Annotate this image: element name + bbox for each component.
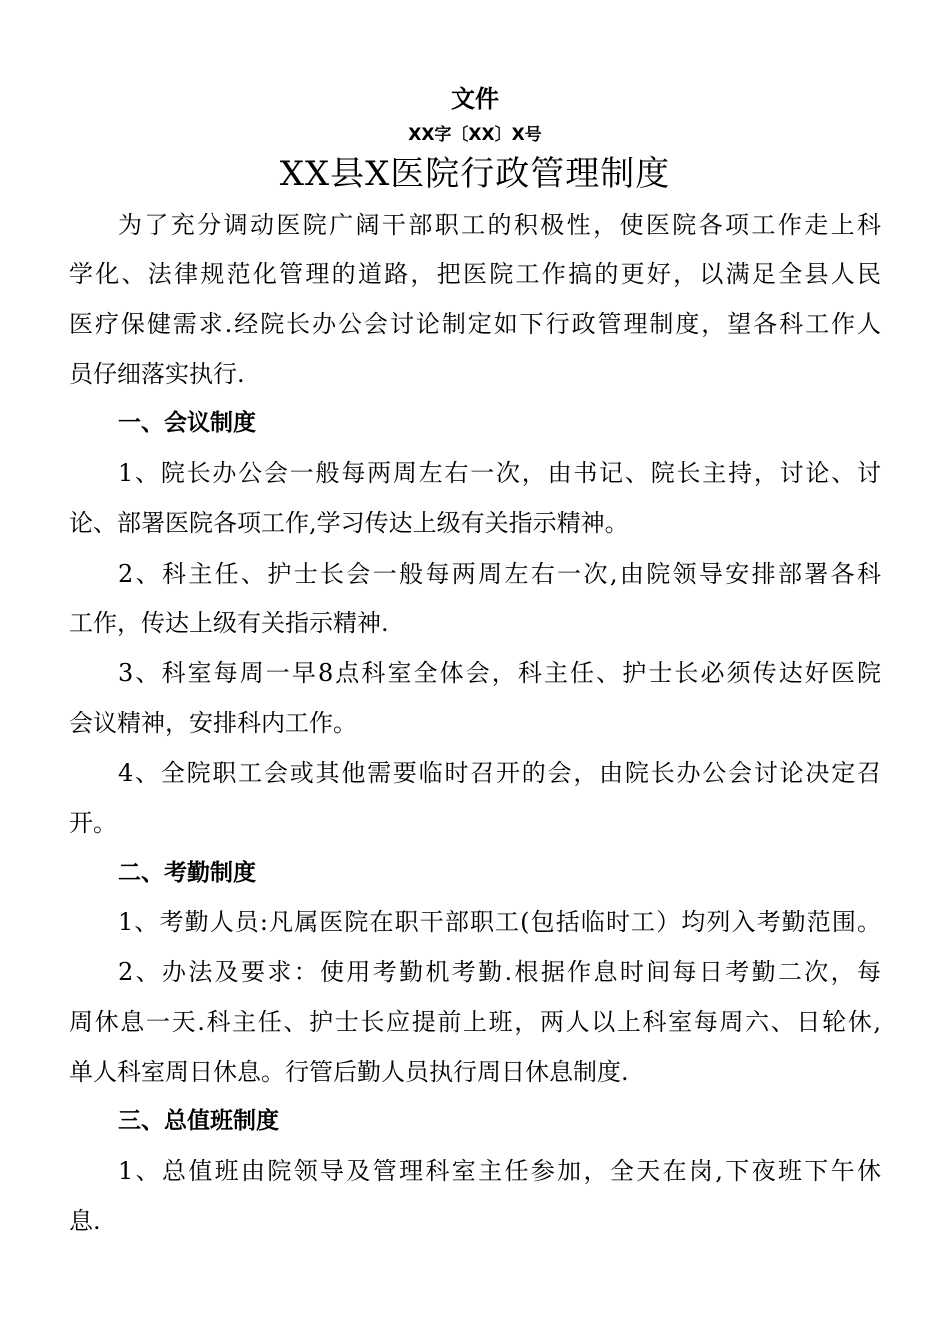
document-title: XX县X医院行政管理制度	[279, 154, 671, 194]
attendance-item-2-line-3: 单人科室周日休息。行管后勤人员执行周日休息制度.	[69, 1058, 629, 1086]
duty-item-1-line-1: 1、总值班由院领导及管理科室主任参加，全天在岗,下夜班下午休	[118, 1157, 881, 1185]
meetings-item-1-line-2: 论、部署医院各项工作,学习传达上级有关指示精神。	[69, 509, 629, 537]
meetings-item-4-line-2: 开。	[69, 809, 117, 837]
attendance-item-2-line-2: 周休息一天.科主任、护士长应提前上班，两人以上科室每周六、日轮休,	[69, 1008, 881, 1036]
section-heading-meetings: 一、会议制度	[118, 410, 256, 436]
intro-line-4: 员仔细落实执行.	[69, 360, 245, 388]
document-number: XX字〔XX〕X号	[408, 125, 542, 145]
intro-line-2: 学化、法律规范化管理的道路，把医院工作搞的更好，以满足全县人民	[69, 260, 881, 288]
document-header-word: 文件	[451, 85, 499, 113]
meetings-item-2-line-2: 工作，传达上级有关指示精神.	[69, 609, 389, 637]
intro-line-1: 为了充分调动医院广阔干部职工的积极性，使医院各项工作走上科	[118, 211, 881, 239]
meetings-item-3-line-2: 会议精神，安排科内工作。	[69, 709, 357, 737]
meetings-item-2-line-1: 2、科主任、护士长会一般每两周左右一次,由院领导安排部署各科	[118, 560, 881, 588]
meetings-item-3-line-1: 3、科室每周一早8点科室全体会，科主任、护士长必须传达好医院	[118, 659, 881, 687]
intro-line-3: 医疗保健需求.经院长办公会讨论制定如下行政管理制度，望各科工作人	[69, 310, 881, 338]
attendance-item-2-line-1: 2、办法及要求：使用考勤机考勤.根据作息时间每日考勤二次，每	[118, 958, 881, 986]
meetings-item-1-line-1: 1、院长办公会一般每两周左右一次，由书记、院长主持，讨论、讨	[118, 459, 881, 487]
duty-item-1-line-2: 息.	[69, 1207, 101, 1235]
meetings-item-4-line-1: 4、全院职工会或其他需要临时召开的会，由院长办公会讨论决定召	[118, 759, 881, 787]
section-heading-duty: 三、总值班制度	[118, 1108, 279, 1134]
section-heading-attendance: 二、考勤制度	[118, 860, 256, 886]
attendance-item-1-line-1: 1、考勤人员:凡属医院在职干部职工(包括临时工）均列入考勤范围。	[118, 908, 881, 936]
